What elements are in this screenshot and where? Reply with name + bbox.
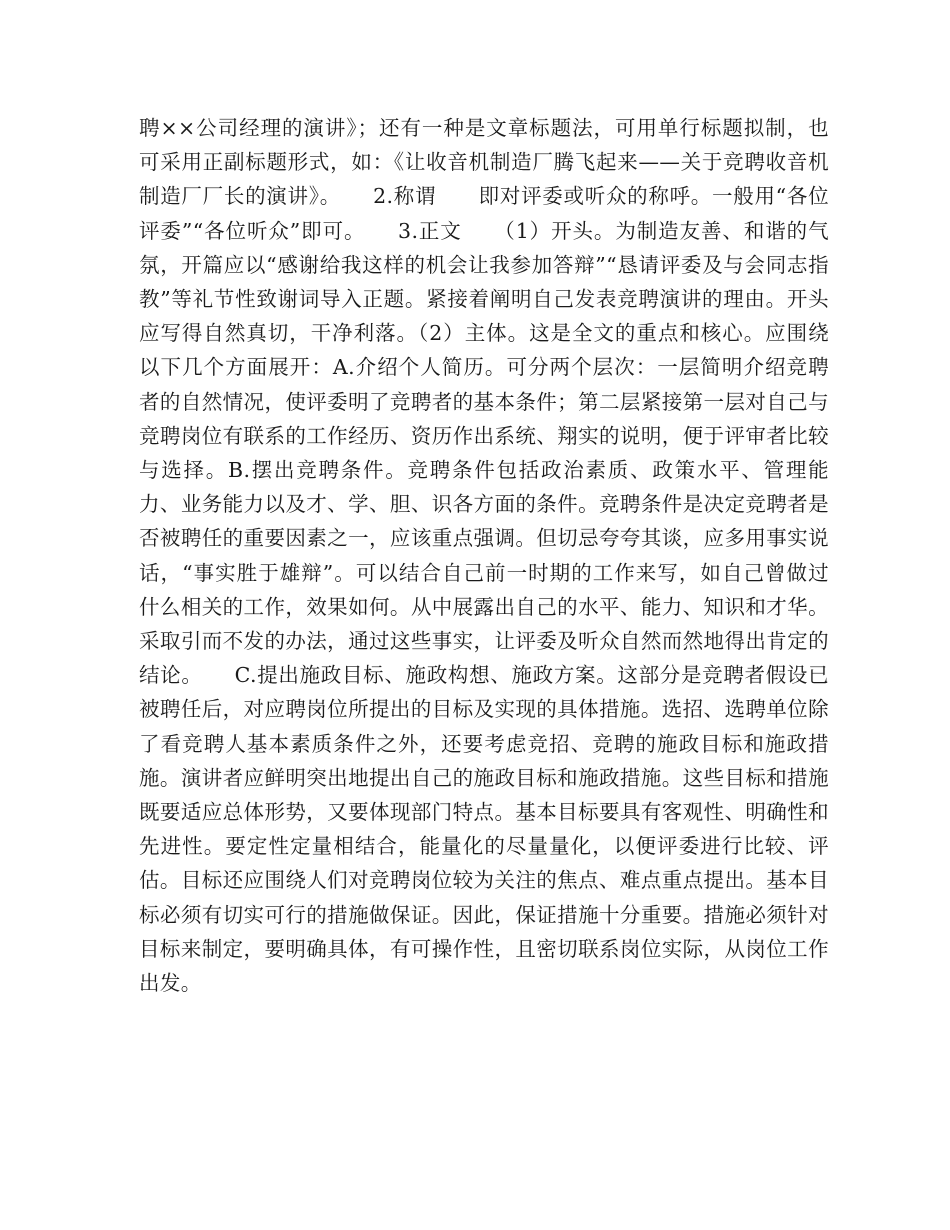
body-text: 聘××公司经理的演讲》；还有一种是文章标题法，可用单行标题拟制，也可采用正副标题形式，如：《让收音机制造厂腾飞起来——关于竞聘收音机制造厂厂长的演讲》。 2.称谓 即对评委或听众的称呼。一般用“各位评委”“各位听众”即可。 3.正文 （1）开头。为制造友善、和谐的气氛，开篇应以“感谢给我这样的机会让我参加答辩”“恳请评委及与会同志指教”等礼节性致谢词导入正题。紧接着阐明自己发表竞聘演讲的理由。开头应写得自然真切，干净利落。（2）主体。这是全文的重点和核心。应围绕以下几个方面展开：A.介绍个人简历。可分两个层次：一层简明介绍竞聘者的自然情况，使评委明了竞聘者的基本条件；第二层紧接第一层对自己与竞聘岗位有联系的工作经历、资历作出系统、翔实的说明，便于评审者比较与选择。B.摆出竞聘条件。竞聘条件包括政治素质、政策水平、管理能力、业务能力以及才、学、胆、识各方面的条件。竞聘条件是决定竞聘者是否被聘任的重要因素之一，应该重点强调。但切忌夸夸其谈，应多用事实说话，“事实胜于雄辩”。可以结合自己前一时期的工作来写，如自己曾做过什么相关的工作，效果如何。从中展露出自己的水平、能力、知识和才华。采取引而不发的办法，通过这些事实，让评委及听众自然而然地得出肯定的结论。 C.提出施政目标、施政构想、施政方案。这部分是竞聘者假设已被聘任后，对应聘岗位所提出的目标及实现的具体措施。选招、选聘单位除了看竞聘人基本素质条件之外，还要考虑竞招、竞聘的施政目标和施政措施。演讲者应鲜明突出地提出自己的施政目标和施政措施。这些目标和措施既要适应总体形势，又要体现部门特点。基本目标要具有客观性、明确性和先进性。要定性定量相结合，能量化的尽量量化，以便评委进行比较、评估。目标还应围绕人们对竞聘岗位较为关注的焦点、难点重点提出。基本目标必须有切实可行的措施做保证。因此，保证措施十分重要。措施必须针对目标来制定，要明确具体，有可操作性，且密切联系岗位实际，从岗位工作出发。	[139, 116, 829, 996]
